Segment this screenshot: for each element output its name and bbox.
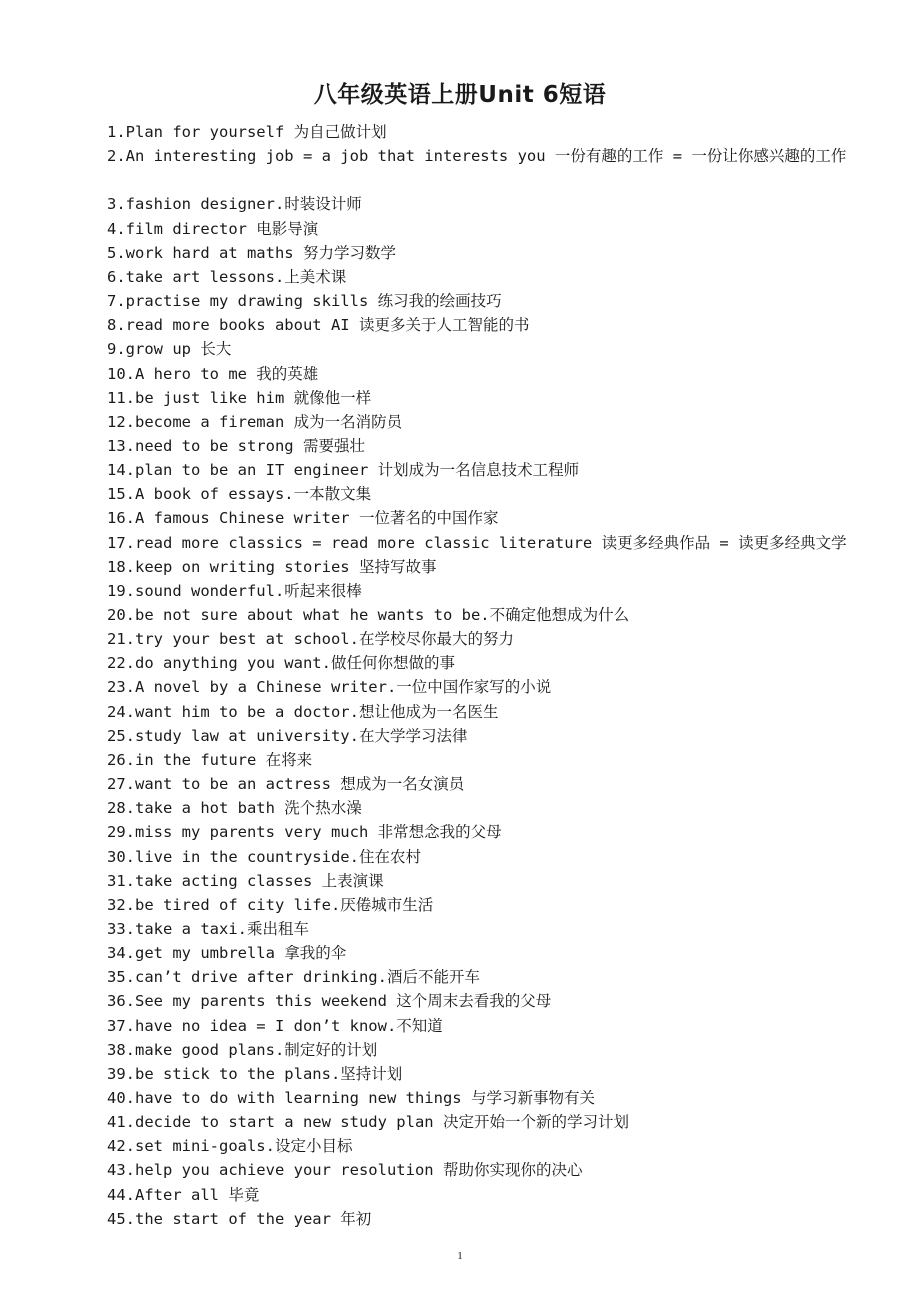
phrase-item: 17.read more classics = read more classic literature 读更多经典作品 = 读更多经典文学 [107,533,847,552]
phrase-item: 36.See my parents this weekend 这个周末去看我的父母 [107,992,552,1011]
phrase-item: 37.have no idea = I don’t know.不知道 [107,1016,443,1035]
phrase-item: 11.be just like him 就像他一样 [107,388,372,407]
phrase-item: 2.An interesting job = a job that interests you 一份有趣的工作 = 一份让你感兴趣的工作 [107,147,847,166]
phrase-item: 45.the start of the year 年初 [107,1209,372,1228]
phrase-item: 20.be not sure about what he wants to be.不确定他想成为什么 [107,606,630,624]
phrase-item: 13.need to be strong 需要强壮 [107,436,365,455]
phrase-item: 43.help you achieve your resolution 帮助你实现你的决心 [107,1161,583,1180]
phrase-item: 9.grow up 长大 [107,340,232,359]
phrase-item: 44.After all 毕竟 [107,1185,260,1204]
phrase-item: 35.can’t drive after drinking.酒后不能开车 [107,968,480,987]
phrase-item: 27.want to be an actress 想成为一名女演员 [107,775,465,794]
phrase-item: 1.Plan for yourself 为自己做计划 [107,123,387,141]
phrase-item: 19.sound wonderful.听起来很棒 [107,581,362,600]
phrase-item: 31.take acting classes 上表演课 [107,871,384,890]
phrase-item: 39.be stick to the plans.坚持计划 [107,1064,403,1083]
phrase-item: 12.become a fireman 成为一名消防员 [107,412,403,431]
phrase-item: 38.make good plans.制定好的计划 [107,1040,378,1059]
phrase-item: 21.try your best at school.在学校尽你最大的努力 [107,630,514,649]
phrase-item: 7.practise my drawing skills 练习我的绘画技巧 [107,292,502,311]
phrase-item: 24.want him to be a doctor.想让他成为一名医生 [107,702,499,721]
phrase-item: 6.take art lessons.上美术课 [107,267,347,286]
phrase-item: 33.take a taxi.乘出租车 [107,919,309,938]
document-title: 八年级英语上册Unit 6短语 [313,82,607,108]
phrase-item: 15.A book of essays.一本散文集 [107,485,372,504]
phrase-item: 40.have to do with learning new things 与学习新事物有关 [107,1089,595,1107]
phrase-item: 3.fashion designer.时装设计师 [107,195,362,214]
phrase-item: 22.do anything you want.做任何你想做的事 [107,654,455,673]
phrase-item: 4.film director 电影导演 [107,219,319,238]
phrase-item: 42.set mini-goals.设定小目标 [107,1137,353,1156]
phrase-item: 30.live in the countryside.住在农村 [107,847,421,866]
phrase-item: 25.study law at university.在大学学习法律 [107,726,468,745]
phrase-item: 16.A famous Chinese writer 一位著名的中国作家 [107,509,499,528]
phrase-item: 8.read more books about AI 读更多关于人工智能的书 [107,316,530,335]
phrase-item: 14.plan to be an IT engineer 计划成为一名信息技术工程师 [107,461,580,480]
phrase-item: 41.decide to start a new study plan 决定开始一个新的学习计划 [107,1113,629,1132]
phrase-item: 34.get my umbrella 拿我的伞 [107,944,347,963]
phrase-item: 29.miss my parents very much 非常想念我的父母 [107,823,502,842]
phrase-item: 32.be tired of city life.厌倦城市生活 [107,895,434,914]
page-number: 1 [457,1250,463,1262]
phrase-item: 10.A hero to me 我的英雄 [107,364,319,383]
phrase-item: 28.take a hot bath 洗个热水澡 [107,799,362,818]
phrase-item: 5.work hard at maths 努力学习数学 [107,243,396,262]
phrase-item: 23.A novel by a Chinese writer.一位中国作家写的小说 [107,678,552,697]
phrase-item: 26.in the future 在将来 [107,750,313,769]
phrase-item: 18.keep on writing stories 坚持写故事 [107,557,437,576]
